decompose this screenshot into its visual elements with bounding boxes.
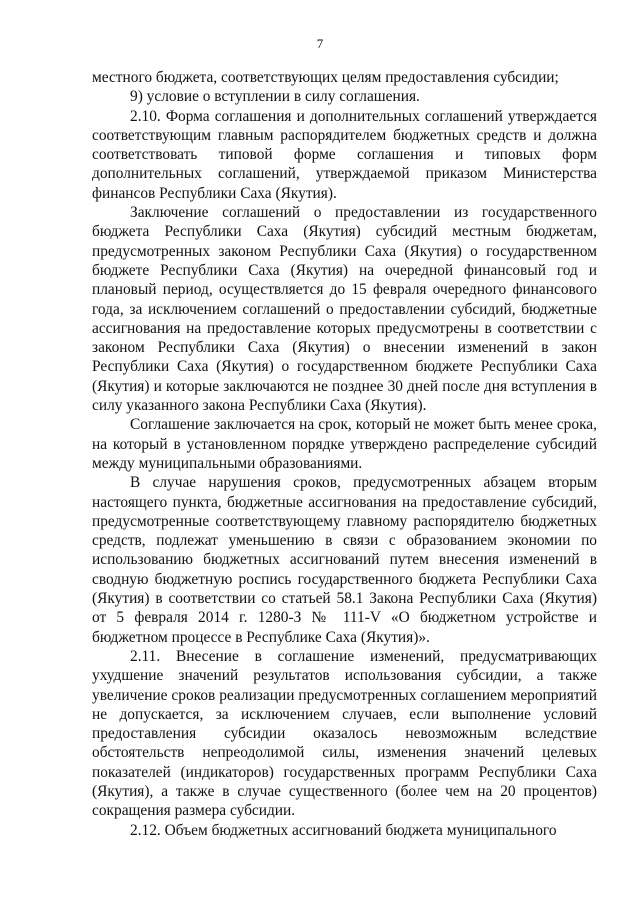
document-body bbox=[92, 68, 597, 840]
page-number: 7 bbox=[316, 36, 324, 51]
paragraph-7: 2.11. Внесение в соглашение изменений, предусматривающих ухудшение значений результатов использования субсидии, а также увеличение сроков реализации предусмотренных соглашением мероприятий не допускается, за исключением случаев, если выполнение условий предоставления субсидии оказалось невозможным вследствие обстоятельств непреодолимой силы, изменения значений целевых показателей (индикаторов) государственных программ Республики Саха (Якутия), а также в случае существенного (более чем на 20 процентов) сокращения размера субсидии. bbox=[92, 647, 597, 820]
paragraph-4: Заключение соглашений о предоставлении из государственного бюджета Республики Саха (Якутия) субсидий местным бюджетам, предусмотренных законом Республики Саха (Якутия) о государственном бюджете Республики Саха (Якутия) на очередной финансовый год и плановый период, осуществляется до 15 февраля очередного финансового года, за исключением соглашений о предоставлении субсидий, бюджетные ассигнования на предоставление которых предусмотрены в соответствии с законом Республики Саха (Якутия) о внесении изменений в закон Республики Саха (Якутия) о государственном бюджете Республики Саха (Якутия) и которые заключаются не позднее 30 дней после дня вступления в силу указанного закона Республики Саха (Якутия). bbox=[92, 204, 597, 415]
paragraph-2: 9) условие о вступлении в силу соглашения. bbox=[130, 88, 420, 106]
paragraph-5: Соглашение заключается на срок, который не может быть менее срока, на который в установленном порядке утверждено распределение субсидий между муниципальными образованиями. bbox=[92, 416, 597, 472]
paragraph-1: местного бюджета, соответствующих целям предоставления субсидии; bbox=[92, 69, 559, 86]
paragraph-8: 2.12. Объем бюджетных ассигнований бюджета муниципального bbox=[130, 821, 557, 839]
paragraph-6: В случае нарушения сроков, предусмотренных абзацем вторым настоящего пункта, бюджетные ассигнования на предоставление субсидий, предусмотренные соответствующему главному распорядителю бюджетных средств, подлежат уменьшению в связи с образованием экономии по использованию бюджетных ассигнований путем внесения изменений в сводную бюджетную роспись государственного бюджета Республики Саха (Якутия) в соответствии со статьей 58.1 Закона Республики Саха (Якутия) от 5 февраля 2014 г. 1280-З № 111-V «О бюджетном устройстве и бюджетном процессе в Республике Саха (Якутия)». bbox=[92, 474, 597, 646]
paragraph-3: 2.10. Форма соглашения и дополнительных соглашений утверждается соответствующим главным распорядителем бюджетных средств и должна соответствовать типовой форме соглашения и типовых форм дополнительных соглашений, утверждаемой приказом Министерства финансов Республики Саха (Якутия). bbox=[92, 107, 597, 202]
